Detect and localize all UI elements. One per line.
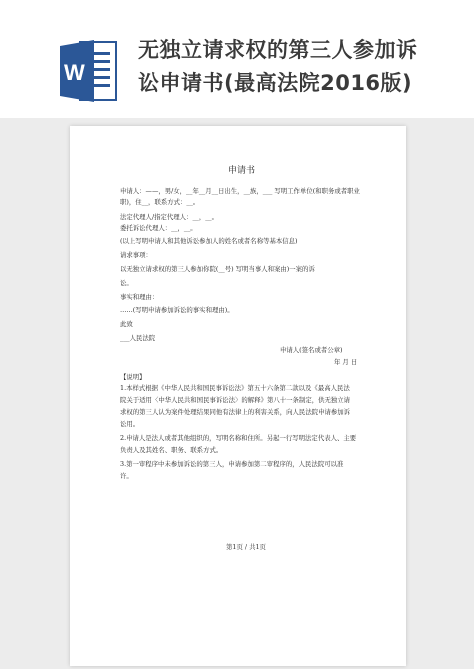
note-line: 求权的第三人认为案件处理结果同他有法律上的利害关系，向人民法院申请参加诉 bbox=[120, 408, 351, 416]
doc-line: 事实和理由： bbox=[120, 293, 159, 301]
doc-line: 以无独立请求权的第三人参加你院(__号) 写明当事人和案由)一案的诉 bbox=[120, 265, 315, 273]
doc-line: (以上写明申请人和其他诉讼参加人的姓名或者名称等基本信息) bbox=[120, 237, 298, 245]
date-line: 年 月 日 bbox=[334, 358, 358, 366]
doc-line: 此致 bbox=[120, 320, 133, 328]
notes-header: 【说明】 bbox=[120, 373, 146, 381]
signature-line: 申请人(签名或者公章) bbox=[280, 346, 343, 354]
word-document-icon bbox=[60, 36, 118, 106]
note-line: 许。 bbox=[120, 472, 133, 480]
note-line: 负责人及其姓名、职务、联系方式。 bbox=[120, 446, 223, 454]
title-line-1: 无独立请求权的第三人参加诉 bbox=[138, 38, 418, 62]
doc-line: 委托诉讼代理人：__，__。 bbox=[120, 224, 197, 232]
document-title: 申请书 bbox=[228, 166, 256, 176]
doc-line: 申请人：——，男/女，__年__月__日出生，__族，___ 写明工作单位(和职务或者职业 bbox=[120, 187, 360, 195]
note-line: 院关于适用〈中华人民共和国民事诉讼法〉的解释》第八十一条制定，供无独立请 bbox=[120, 396, 351, 404]
doc-line: 职)，住__，联系方式：__。 bbox=[120, 198, 200, 206]
page-footer: 第1页 / 共1页 bbox=[226, 543, 266, 551]
doc-line: 请求事项： bbox=[120, 251, 152, 259]
note-line: 讼用。 bbox=[120, 420, 140, 428]
title-line-2: 讼申请书(最高法院2016版) bbox=[138, 71, 413, 95]
doc-line: 讼。 bbox=[120, 279, 133, 287]
page-title bbox=[138, 34, 458, 100]
doc-line: 法定代理人/指定代理人：__，__。 bbox=[120, 213, 219, 221]
doc-line: ……(写明申请参加诉讼的事实和理由)。 bbox=[120, 306, 234, 314]
note-line: 2.申请人是法人或者其他组织的，写明名称和住所。另起一行写明法定代表人、主要 bbox=[120, 434, 357, 442]
doc-line: ___人民法院 bbox=[120, 334, 156, 342]
note-line: 1.本样式根据《中华人民共和国民事诉讼法》第五十六条第二款以及《最高人民法 bbox=[120, 384, 350, 392]
note-line: 3.第一审程序中未参加诉讼的第三人，申请参加第二审程序的，人民法院可以准 bbox=[120, 460, 344, 468]
svg-text:W: W bbox=[64, 60, 85, 85]
